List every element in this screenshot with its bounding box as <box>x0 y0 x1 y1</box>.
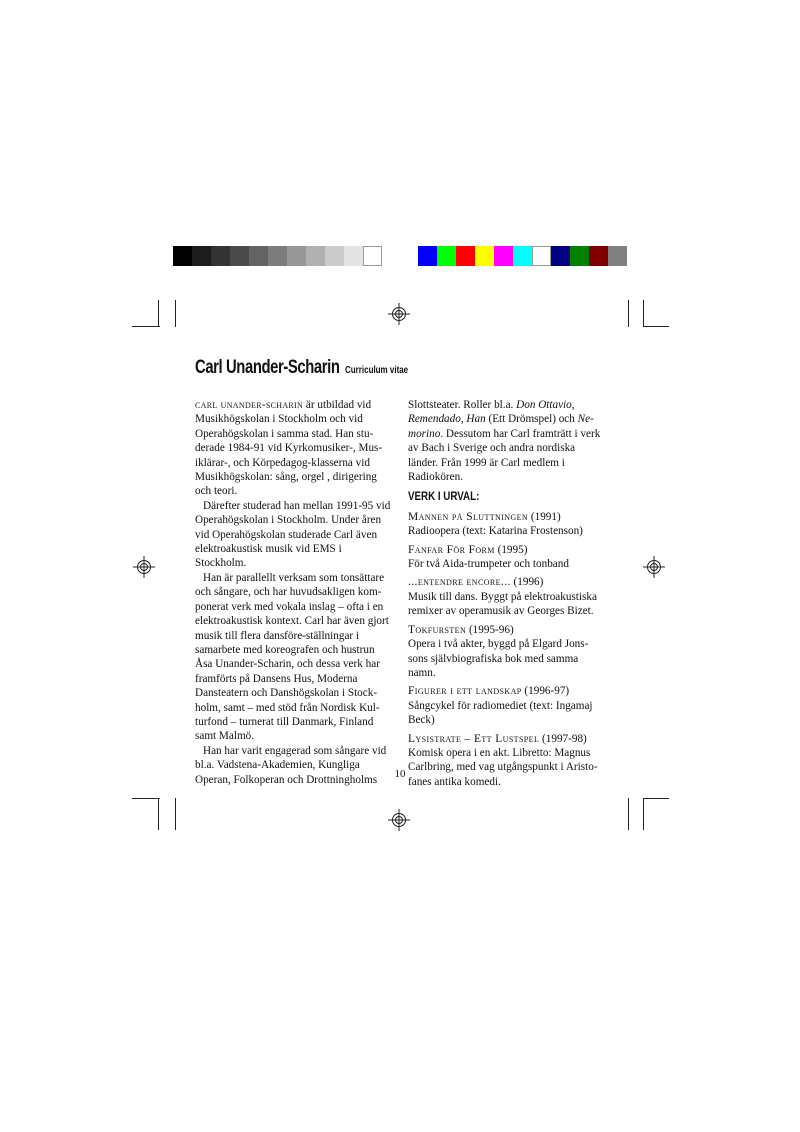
work-title: Fanfar För Form <box>408 543 495 556</box>
work-description: Opera i två akter, byggd på Elgard Jons-sons självbiografiska bok med samma namn. <box>408 638 589 679</box>
crop-mark <box>175 798 176 830</box>
work-year: (1995) <box>494 543 528 556</box>
color-swatch <box>268 246 287 266</box>
work-title: Lysistrate – Ett Lustspel <box>408 732 540 745</box>
color-swatch <box>475 246 494 266</box>
work-entry <box>408 623 608 681</box>
color-swatch <box>287 246 306 266</box>
work-year: (1991) <box>528 510 561 523</box>
work-description: Musik till dans. Byggt på elektroakustiska remixer av operamusik av Georges Bizet. <box>408 590 597 618</box>
color-calibration-bar <box>418 246 627 266</box>
color-swatch <box>173 246 192 266</box>
crop-mark <box>643 300 644 327</box>
color-swatch <box>551 246 570 266</box>
work-title: Tokfursten <box>408 623 467 636</box>
crop-mark <box>132 798 160 799</box>
color-swatch <box>513 246 532 266</box>
work-year: (1996) <box>510 576 544 589</box>
color-swatch <box>494 246 513 266</box>
work-year: (1995-96) <box>466 623 514 636</box>
registration-mark-icon <box>388 303 410 325</box>
work-year: (1997-98) <box>539 732 587 745</box>
work-entry <box>408 543 608 572</box>
work-entry <box>408 732 608 790</box>
crop-mark <box>132 326 160 327</box>
crop-mark <box>175 300 176 327</box>
color-swatch <box>306 246 325 266</box>
color-swatch <box>532 246 551 266</box>
bio-paragraph: Slottsteater. Roller bl.a. Don Ottavio, Remendado, Han (Ett Drömspel) och Ne-morino. Dessutom har Carl framträtt i verk av Bach i Sverige och andra nordiska länder. Från 1999 är Carl medlem i Radiokören. <box>408 399 601 484</box>
work-title: Figurer i ett landskap <box>408 685 522 698</box>
color-swatch <box>437 246 456 266</box>
color-swatch <box>363 246 382 266</box>
crop-mark <box>643 798 669 799</box>
work-title: Mannen på Sluttningen <box>408 510 529 523</box>
work-description: Komisk opera i en akt. Libretto: Magnus Carlbring, med vag utgångspunkt i Aristo-fanes antika komedi. <box>408 746 598 788</box>
bio-paragraph: Han är parallellt verksam som tonsättare och sångare, och har huvudsakligen kom-ponerat verk med vokala inslag – ofta i en elektroakustisk kontext. Carl har även gjort musik till flera dansföre-ställningar i samarbete med koreografen och hustrun Åsa Unander-Scharin, och dessa verk har framförts på Dansens Hus, Moderna Dansteatern och Danshögskolan i Stock-holm, samt – med stöd från Nordisk Kul-turfond – turnerat till Danmark, Finland samt Malmö. <box>195 571 389 743</box>
color-swatch <box>230 246 249 266</box>
work-description: För två Aida-trumpeter och tonband <box>408 558 569 571</box>
document-subtitle: Curriculum vitae <box>345 365 409 376</box>
color-swatch <box>192 246 211 266</box>
work-year: (1996-97) <box>521 685 570 698</box>
works-heading: VERK I URVAL: <box>408 491 480 504</box>
registration-mark-icon <box>388 809 410 831</box>
color-swatch <box>344 246 363 266</box>
crop-mark <box>158 300 159 327</box>
work-entry <box>408 684 608 727</box>
grayscale-calibration-bar <box>173 246 382 266</box>
crop-mark <box>628 798 629 830</box>
color-swatch <box>570 246 589 266</box>
bio-paragraph: carl unander-scharin är utbildad vid Musikhögskolan i Stockholm och vid Operahögskolan i samma stad. Han stu-derade 1984-91 vid Kyrkomusiker-, Mus-iklärar-, och Körpedagog-klasserna vid Musikhögskolan: sång, orgel , dirigering och teori. <box>195 399 383 498</box>
biography-column-left <box>195 398 393 787</box>
color-swatch <box>418 246 437 266</box>
crop-mark <box>643 326 669 327</box>
work-description: Sångcykel för radiomediet (text: Ingamaj Beck) <box>408 699 593 727</box>
lead-in-name: carl unander-scharin <box>195 399 304 411</box>
biography-column-right <box>408 398 608 793</box>
crop-mark <box>643 798 644 830</box>
crop-mark <box>628 300 629 327</box>
page-title <box>195 357 409 379</box>
color-swatch <box>608 246 627 266</box>
bio-paragraph: Han har varit engagerad som sångare vid bl.a. Vadstena-Akademien, Kungliga Operan, Folkoperan och Drottningholms <box>195 744 387 786</box>
page-number: 10 <box>394 768 406 780</box>
works-list <box>408 510 608 789</box>
color-swatch <box>589 246 608 266</box>
color-swatch <box>249 246 268 266</box>
work-title: ...entendre encore... <box>408 576 511 589</box>
registration-mark-icon <box>643 556 665 578</box>
work-description: Radioopera (text: Katarina Frostenson) <box>408 525 583 538</box>
color-swatch <box>456 246 475 266</box>
bio-paragraph: Därefter studerad han mellan 1991-95 vid Operahögskolan i Stockholm. Under åren vid Operahögskolan studerade Carl även elektroakustisk musik vid EMS i Stockholm. <box>195 499 391 570</box>
color-swatch <box>211 246 230 266</box>
registration-mark-icon <box>133 556 155 578</box>
author-name: Carl Unander-Scharin <box>195 357 340 378</box>
crop-mark <box>158 798 159 830</box>
color-swatch <box>325 246 344 266</box>
work-entry <box>408 575 608 618</box>
work-entry <box>408 510 608 539</box>
